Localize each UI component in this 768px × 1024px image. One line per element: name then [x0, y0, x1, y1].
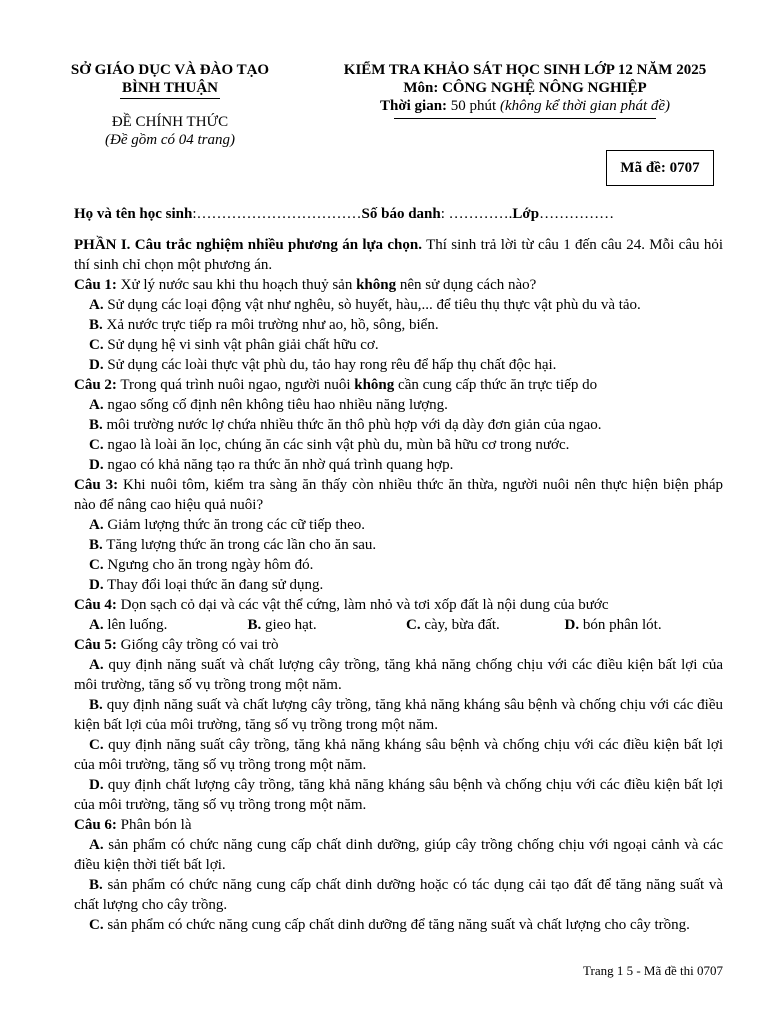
option-label: B.: [89, 417, 103, 433]
question-2: [74, 375, 723, 395]
question-label: Câu 4:: [74, 597, 117, 613]
question-text: nên sử dụng cách nào?: [396, 277, 537, 293]
q3-option-d: [74, 575, 723, 595]
option-text: Thay đổi loại thức ăn đang sử dụng.: [107, 577, 324, 593]
question-1: [74, 275, 723, 295]
q5-option-a: [74, 655, 723, 695]
question-text: Khi nuôi tôm, kiểm tra sàng ăn thấy còn nhiều thức ăn thừa, người nuôi nên thực hiện biện pháp nào để nâng cao hiệu quả nuôi?: [74, 477, 723, 513]
question-3: [74, 475, 723, 515]
question-label: Câu 5:: [74, 637, 117, 653]
option-label: A.: [89, 517, 104, 533]
part-title: PHẦN I. Câu trắc nghiệm nhiều phương án lựa chọn.: [74, 237, 422, 253]
name-label: Họ và tên học sinh: [74, 206, 193, 222]
q4-option-d: [565, 615, 724, 635]
q5-option-b: [74, 695, 723, 735]
part-heading: [74, 235, 723, 275]
option-text: ngao có khả năng tạo ra thức ăn nhờ quá trình quang hợp.: [107, 457, 454, 473]
option-label: C.: [406, 617, 421, 633]
option-text: sản phẩm có chức năng cung cấp chất dinh dưỡng để tăng năng suất và chất lượng cho cây trồng.: [107, 917, 690, 933]
option-text: ngao sống cố định nên không tiêu hao nhiều năng lượng.: [107, 397, 448, 413]
q2-option-b: [74, 415, 723, 435]
option-text: Ngưng cho ăn trong ngày hôm đó.: [107, 557, 314, 573]
question-emphasis: không: [354, 377, 395, 393]
time-note: (không kể thời gian phát đề): [499, 98, 671, 114]
student-info: [74, 204, 723, 224]
q6-option-b: [74, 875, 723, 915]
page-count: (Đề gồm có 04 trang): [105, 132, 235, 148]
option-label: D.: [564, 617, 580, 633]
option-text: Sử dụng các loài thực vật phù du, tảo hay rong rêu để hấp thụ chất độc hại.: [107, 357, 557, 373]
page-footer: Trang 1 5 - Mã đề thi 0707: [583, 963, 723, 978]
q3-option-b: [74, 535, 723, 555]
class-label: Lớp: [512, 206, 540, 222]
q6-option-c: [74, 915, 723, 935]
q3-option-c: [74, 555, 723, 575]
option-text: Giảm lượng thức ăn trong các cữ tiếp theo.: [107, 517, 366, 533]
question-text: Trong quá trình nuôi ngao, người nuôi: [116, 377, 355, 393]
option-label: C.: [89, 337, 104, 353]
department: SỞ GIÁO DỤC VÀ ĐÀO TẠO: [70, 62, 270, 78]
name-field: :……………………………: [192, 206, 362, 222]
header-left: [40, 61, 300, 149]
option-label: C.: [89, 917, 104, 933]
option-label: C.: [89, 737, 104, 753]
option-text: môi trường nước lợ chứa nhiều thức ăn thô phù hợp với dạ dày đơn giản của ngao.: [106, 417, 602, 433]
option-text: quy định chất lượng cây trồng, tăng khả năng kháng sâu bệnh và chống chịu với các điều kiện bất lợi của môi trường, tăng số vụ trồng trong một năm.: [74, 777, 724, 813]
official-label: ĐỀ CHÍNH THỨC: [111, 114, 229, 130]
question-text: cần cung cấp thức ăn trực tiếp do: [394, 377, 598, 393]
question-text: Phân bón là: [116, 817, 192, 833]
divider: [394, 118, 656, 119]
q2-option-a: [74, 395, 723, 415]
option-text: ngao là loài ăn lọc, chúng ăn các sinh vật phù du, mùn bã hữu cơ trong nước.: [107, 437, 570, 453]
divider: [120, 98, 220, 99]
option-label: C.: [89, 437, 104, 453]
option-label: D.: [89, 357, 104, 373]
q4-option-c: [406, 615, 565, 635]
option-text: quy định năng suất cây trồng, tăng khả năng kháng sâu bệnh và chống chịu với các điều kiện bất lợi của môi trường, tăng số vụ trồng trong một năm.: [74, 737, 723, 773]
q1-option-d: [74, 355, 723, 375]
option-text: cày, bừa đất.: [424, 617, 500, 633]
q4-option-a: [89, 615, 248, 635]
question-6: [74, 815, 723, 835]
option-text: quy định năng suất và chất lượng cây trồng, tăng khả năng chống chịu với các điều kiện bất lợi của môi trường, tăng số vụ trồng trong một năm.: [74, 657, 724, 693]
q2-option-c: [74, 435, 723, 455]
option-label: B.: [89, 877, 103, 893]
exam-content: [74, 204, 723, 935]
time-value: 50 phút: [450, 98, 497, 114]
time-line: [310, 97, 740, 115]
q5-option-d: [74, 775, 723, 815]
question-text: Dọn sạch cỏ dại và các vật thể cứng, làm nhỏ và tơi xốp đất là nội dung của bước: [116, 597, 609, 613]
header-right: [310, 61, 740, 119]
option-text: lên luống.: [107, 617, 168, 633]
class-field: ……………: [539, 206, 615, 222]
question-emphasis: không: [356, 277, 397, 293]
question-label: Câu 1:: [74, 277, 117, 293]
exam-code-box: Mã đề: 0707: [606, 150, 714, 186]
question-label: Câu 2:: [74, 377, 117, 393]
q3-option-a: [74, 515, 723, 535]
option-label: D.: [89, 457, 104, 473]
province: BÌNH THUẬN: [122, 80, 218, 96]
option-label: A.: [89, 397, 104, 413]
sbd-field: : ………….: [440, 206, 513, 222]
option-text: bón phân lót.: [582, 617, 662, 633]
question-4: [74, 595, 723, 615]
option-text: quy định năng suất và chất lượng cây trồng, tăng khả năng kháng sâu bệnh và chống chịu với các điều kiện bất lợi của môi trường, tăng số vụ trồng trong một năm.: [74, 697, 723, 733]
option-label: D.: [89, 577, 104, 593]
time-label: Thời gian:: [379, 98, 448, 114]
option-text: Xả nước trực tiếp ra môi trường như ao, hồ, sông, biển.: [106, 317, 439, 333]
option-label: A.: [89, 617, 104, 633]
q2-option-d: [74, 455, 723, 475]
question-text: Xử lý nước sau khi thu hoạch thuỷ sản: [116, 277, 357, 293]
option-text: Sử dụng các loại động vật như nghêu, sò huyết, hàu,... để tiêu thụ thực vật phù du và tảo.: [107, 297, 641, 313]
option-text: sản phẩm có chức năng cung cấp chất dinh dưỡng hoặc có tác dụng cải tạo đất để tăng năng suất và chất lượng cho cây trồng.: [74, 877, 723, 913]
subject: Môn: CÔNG NGHỆ NÔNG NGHIỆP: [403, 80, 647, 96]
q5-option-c: [74, 735, 723, 775]
question-label: Câu 3:: [74, 477, 119, 493]
q1-option-a: [74, 295, 723, 315]
option-label: A.: [89, 837, 104, 853]
option-text: Sử dụng hệ vi sinh vật phân giải chất hữu cơ.: [107, 337, 379, 353]
question-label: Câu 6:: [74, 817, 117, 833]
option-label: B.: [89, 697, 103, 713]
q1-option-c: [74, 335, 723, 355]
option-label: B.: [89, 537, 103, 553]
option-text: sản phẩm có chức năng cung cấp chất dinh dưỡng, giúp cây trồng chống chịu với ngoại cảnh và các điều kiện thời tiết bất lợi.: [74, 837, 723, 873]
option-label: B.: [247, 617, 262, 633]
exam-title: KIỂM TRA KHẢO SÁT HỌC SINH LỚP 12 NĂM 2025: [343, 62, 707, 78]
option-label: C.: [89, 557, 104, 573]
option-text: Tăng lượng thức ăn trong các lần cho ăn sau.: [106, 537, 377, 553]
q4-options: [74, 615, 723, 635]
option-label: A.: [89, 297, 104, 313]
question-text: Giống cây trồng có vai trò: [116, 637, 279, 653]
sbd-label: Số báo danh: [361, 206, 441, 222]
q6-option-a: [74, 835, 723, 875]
option-text: gieo hạt.: [265, 617, 317, 633]
question-5: [74, 635, 723, 655]
part-instruction: Thí sinh trả lời từ câu 1 đến câu 24. Mỗi câu hỏi thí sinh chỉ chọn một phương án.: [74, 237, 723, 273]
option-label: A.: [89, 657, 104, 673]
q1-option-b: [74, 315, 723, 335]
option-label: B.: [89, 317, 103, 333]
option-label: D.: [89, 777, 104, 793]
q4-option-b: [248, 615, 407, 635]
